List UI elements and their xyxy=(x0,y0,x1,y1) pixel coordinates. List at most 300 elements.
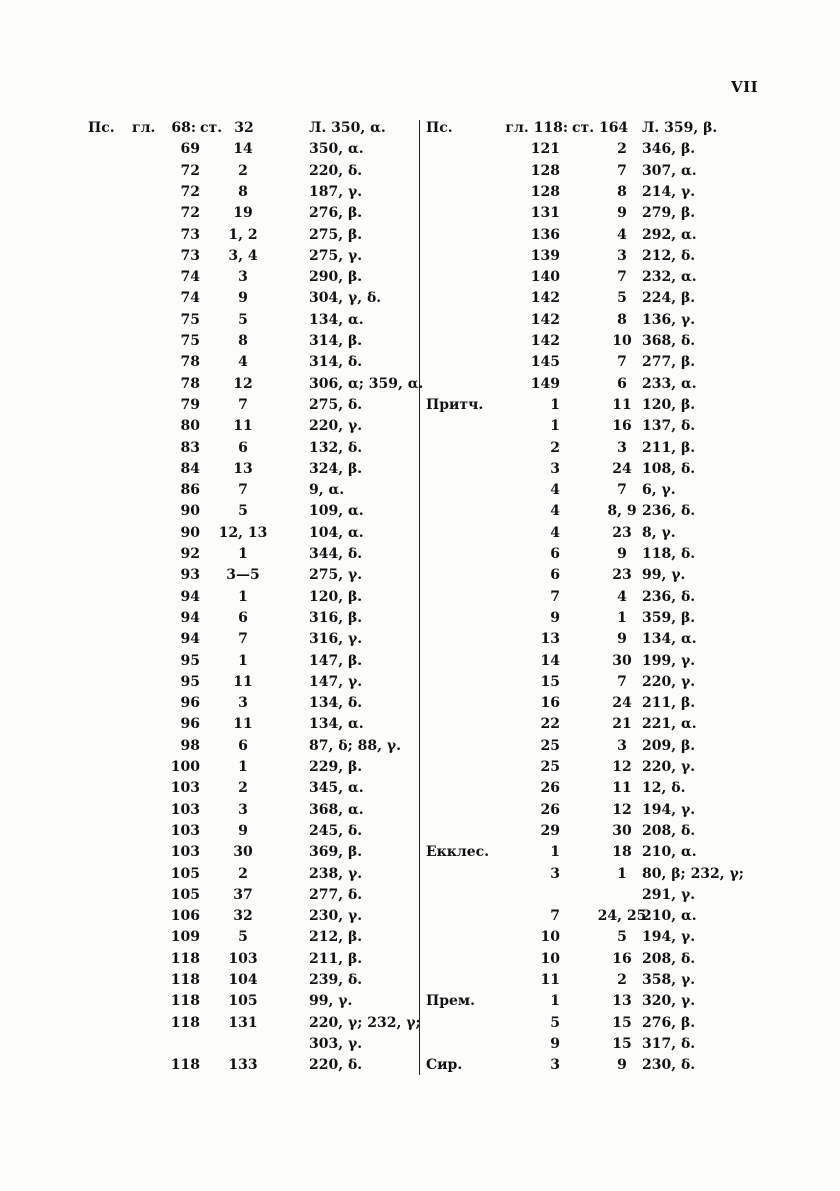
page-reference: 238, γ. xyxy=(309,865,363,882)
chapter-number: 94 xyxy=(180,588,200,605)
index-row xyxy=(420,480,840,501)
verse-number: 23 xyxy=(612,567,632,584)
book-name: Притч. xyxy=(426,396,484,413)
chapter-number: 74 xyxy=(180,290,200,307)
chapter-number: 92 xyxy=(180,546,200,562)
chapter-number: 1 xyxy=(550,993,560,1010)
index-row xyxy=(420,501,840,522)
book-name: Екклес. xyxy=(426,844,490,861)
index-row xyxy=(0,800,420,821)
chapter-number: 73 xyxy=(180,226,200,243)
index-row xyxy=(0,587,420,608)
chapter-number: 128 xyxy=(530,162,560,179)
index-row xyxy=(0,885,420,906)
chapter-number: 72 xyxy=(180,205,200,222)
page-reference: 9, α. xyxy=(309,482,345,499)
page-reference: 220, δ. xyxy=(309,162,363,179)
chapter-number: 4 xyxy=(550,482,560,499)
chapter-number: 75 xyxy=(180,311,200,328)
index-row xyxy=(0,842,420,863)
verse-number: 11 xyxy=(612,780,632,797)
index-row xyxy=(0,438,420,459)
page-reference: 209, β. xyxy=(642,737,696,754)
index-row xyxy=(420,757,840,778)
index-row xyxy=(0,395,420,416)
page-reference: 245, δ. xyxy=(309,822,363,839)
verse-number: 3 xyxy=(617,737,627,754)
verse-number: 1 xyxy=(238,546,248,562)
chapter-number: 3 xyxy=(550,460,560,477)
index-row xyxy=(0,736,420,757)
chapter-number: 98 xyxy=(180,737,200,754)
page-reference: 211, β. xyxy=(642,439,696,456)
index-row xyxy=(420,331,840,352)
verse-number: 2 xyxy=(617,141,627,158)
index-row xyxy=(0,970,420,991)
chapter-number: 121 xyxy=(530,141,560,158)
index-row xyxy=(420,1013,840,1034)
index-row xyxy=(420,544,840,565)
chapter-number: 103 xyxy=(170,844,200,861)
index-row xyxy=(0,778,420,799)
page-reference: 324, β. xyxy=(309,460,363,477)
chapter-number: 106 xyxy=(170,908,200,925)
verse-number: 18 xyxy=(612,844,632,861)
verse-number: 11 xyxy=(612,396,632,413)
verse-number: 7 xyxy=(617,354,627,371)
page-reference: 276, β. xyxy=(309,205,363,222)
page-reference: 358, γ. xyxy=(642,972,696,988)
verse-number: 3 xyxy=(238,269,248,286)
page-reference: 212, δ. xyxy=(642,247,696,264)
page-reference: 134, δ. xyxy=(309,695,363,712)
verse-number: 7 xyxy=(617,482,627,499)
chapter-number: 1 xyxy=(550,396,560,413)
index-row xyxy=(420,906,840,927)
chapter-number: 14 xyxy=(540,652,560,669)
page-reference: 345, α. xyxy=(309,780,364,797)
chapter-number: 72 xyxy=(180,183,200,200)
page-number: VII xyxy=(731,78,759,96)
page-reference: 276, β. xyxy=(642,1014,696,1031)
index-row xyxy=(0,927,420,948)
verse-number: 103 xyxy=(228,950,258,967)
index-row xyxy=(0,352,420,373)
index-row xyxy=(420,629,840,650)
index-row xyxy=(420,523,840,544)
chapter-number: 25 xyxy=(540,737,560,754)
page-reference: 236, δ. xyxy=(642,503,696,520)
chapter-number: 100 xyxy=(170,759,200,775)
page-reference: 147, β. xyxy=(309,652,363,669)
index-row xyxy=(0,565,420,586)
verse-number: 8, 9 xyxy=(607,503,637,520)
verse-number: 30 xyxy=(612,652,632,669)
verse-number: 2 xyxy=(238,162,248,179)
index-row xyxy=(0,225,420,246)
chapter-number: 90 xyxy=(180,524,200,541)
page-reference: 275, δ. xyxy=(309,396,363,413)
verse-number: 9 xyxy=(238,290,248,307)
verse-number: 13 xyxy=(233,460,253,477)
index-row xyxy=(420,267,840,288)
chapter-number: 9 xyxy=(550,609,560,626)
chapter-number: 73 xyxy=(180,247,200,264)
index-row xyxy=(420,608,840,629)
verse-number: 9 xyxy=(617,205,627,222)
chapter-number: 149 xyxy=(530,375,560,392)
page-reference: 314, β. xyxy=(309,333,363,349)
chapter-number: 11 xyxy=(540,972,560,988)
verse-number: ст. 164 xyxy=(572,120,629,136)
verse-number: 7 xyxy=(617,162,627,179)
chapter-number: 2 xyxy=(550,439,560,456)
verse-number: 9 xyxy=(617,631,627,648)
page-reference: Л. 359, β. xyxy=(642,120,718,136)
chapter-number: 118 xyxy=(170,993,200,1010)
verse-number: 30 xyxy=(233,844,253,861)
page-reference: 307, α. xyxy=(642,162,697,179)
verse-number: 6 xyxy=(238,609,248,626)
chapter-number: 118 xyxy=(170,1014,200,1031)
index-row xyxy=(0,693,420,714)
index-row xyxy=(420,203,840,224)
verse-number: 3 xyxy=(238,801,248,818)
index-row xyxy=(0,246,420,267)
chapter-number: 128 xyxy=(530,183,560,200)
page-reference: 211, β. xyxy=(642,695,696,712)
index-row xyxy=(420,885,840,906)
page-reference: 118, δ. xyxy=(642,546,696,562)
index-row xyxy=(0,161,420,182)
chapter-number: 9 xyxy=(550,1035,560,1052)
verse-number: 3 xyxy=(617,439,627,456)
chapter-number: 84 xyxy=(180,460,200,477)
index-row xyxy=(420,800,840,821)
index-row xyxy=(0,523,420,544)
verse-number: 11 xyxy=(233,418,253,435)
book-name: Сир. xyxy=(426,1057,463,1074)
index-row xyxy=(420,864,840,885)
page-reference: 317, δ. xyxy=(642,1035,696,1052)
index-row xyxy=(0,544,420,565)
index-row xyxy=(420,565,840,586)
verse-number: 6 xyxy=(617,375,627,392)
index-row xyxy=(420,182,840,203)
verse-prefix: ст. xyxy=(200,120,223,136)
index-row xyxy=(420,991,840,1012)
page-reference: 306, α; 359, α. xyxy=(309,375,424,392)
index-row xyxy=(0,629,420,650)
chapter-number: 22 xyxy=(540,716,560,733)
chapter-number: 3 xyxy=(550,865,560,882)
index-row xyxy=(420,374,840,395)
index-row xyxy=(420,736,840,757)
verse-number: 3, 4 xyxy=(228,247,258,264)
page-reference: 368, α. xyxy=(309,801,364,818)
index-row xyxy=(0,331,420,352)
chapter-number: 10 xyxy=(540,929,560,946)
page-reference: 232, α. xyxy=(642,269,697,286)
verse-number: 1 xyxy=(238,652,248,669)
verse-number: 9 xyxy=(617,546,627,562)
verse-number: 105 xyxy=(228,993,258,1010)
index-row xyxy=(420,161,840,182)
verse-number: 7 xyxy=(238,631,248,648)
index-row xyxy=(420,949,840,970)
verse-number: 21 xyxy=(612,716,632,733)
page-reference: 220, δ. xyxy=(309,1057,363,1074)
index-row xyxy=(0,1034,420,1055)
page-reference: 279, β. xyxy=(642,205,696,222)
index-row xyxy=(0,416,420,437)
verse-number: 24, 25 xyxy=(597,908,647,925)
verse-number: 1 xyxy=(617,609,627,626)
chapter-number: 4 xyxy=(550,503,560,520)
page-reference: 303, γ. xyxy=(309,1035,363,1052)
page-reference: 108, δ. xyxy=(642,460,696,477)
index-row xyxy=(420,970,840,991)
index-row xyxy=(420,118,840,139)
index-row xyxy=(420,587,840,608)
page-reference: 229, β. xyxy=(309,759,363,775)
verse-number: 1 xyxy=(238,588,248,605)
index-row xyxy=(0,374,424,395)
verse-number: 4 xyxy=(238,354,248,371)
index-row xyxy=(420,416,840,437)
page-reference: 290, β. xyxy=(309,269,363,286)
page-reference: 199, γ. xyxy=(642,652,696,669)
verse-number: 5 xyxy=(238,311,248,328)
chapter-number: 7 xyxy=(550,908,560,925)
page-reference: 359, β. xyxy=(642,609,696,626)
verse-number: 16 xyxy=(612,950,632,967)
page-reference: 275, β. xyxy=(309,226,363,243)
index-row xyxy=(0,459,420,480)
chapter-number: 78 xyxy=(180,375,200,392)
index-row xyxy=(420,714,840,735)
verse-number: 7 xyxy=(617,269,627,286)
page-reference: 109, α. xyxy=(309,503,364,520)
verse-number: 13 xyxy=(612,993,632,1010)
chapter-number: 139 xyxy=(530,247,560,264)
verse-number: 9 xyxy=(238,822,248,839)
verse-number: 15 xyxy=(612,1035,632,1052)
index-row xyxy=(420,927,840,948)
page-reference: 132, δ. xyxy=(309,439,363,456)
chapter-number: 103 xyxy=(170,780,200,797)
book-name: Прем. xyxy=(426,993,475,1010)
index-row xyxy=(420,672,840,693)
chapter-number: 142 xyxy=(530,290,560,307)
page-reference: Л. 350, α. xyxy=(309,120,386,136)
book-name: Пс. xyxy=(426,120,453,136)
verse-number: 19 xyxy=(233,205,253,222)
chapter-number: 131 xyxy=(530,205,560,222)
verse-number: 10 xyxy=(612,333,632,349)
chapter-number: 118 xyxy=(170,1057,200,1074)
index-row xyxy=(0,906,420,927)
index-row xyxy=(420,693,840,714)
index-row xyxy=(0,757,420,778)
page-reference: 220, γ. xyxy=(642,673,696,690)
verse-number: 133 xyxy=(228,1057,258,1074)
verse-number: 5 xyxy=(617,929,627,946)
index-row xyxy=(0,1013,420,1034)
chapter-number: 26 xyxy=(540,780,560,797)
verse-number: 2 xyxy=(238,780,248,797)
page-reference: 233, α. xyxy=(642,375,697,392)
page-reference: 99, γ. xyxy=(642,567,686,584)
page-reference: 208, δ. xyxy=(642,822,696,839)
verse-number: 5 xyxy=(238,503,248,520)
page-reference: 316, γ. xyxy=(309,631,363,648)
chapter-number: 1 xyxy=(550,418,560,435)
page-reference: 220, γ. xyxy=(642,759,696,775)
index-row xyxy=(0,118,420,139)
chapter-number: 96 xyxy=(180,695,200,712)
index-row xyxy=(0,864,420,885)
page-reference: 211, β. xyxy=(309,950,363,967)
chapter-number: 105 xyxy=(170,865,200,882)
chapter-number: 118 xyxy=(170,972,200,988)
index-row xyxy=(420,225,840,246)
page-reference: 291, γ. xyxy=(642,886,696,903)
chapter-number: 103 xyxy=(170,822,200,839)
chapter-prefix: гл. xyxy=(132,120,156,136)
page-reference: 134, α. xyxy=(642,631,697,648)
page-reference: 292, α. xyxy=(642,226,697,243)
page-reference: 346, β. xyxy=(642,141,696,158)
page-reference: 230, γ. xyxy=(309,908,363,925)
index-row xyxy=(0,203,420,224)
verse-number: 1 xyxy=(617,865,627,882)
chapter-number: 5 xyxy=(550,1014,560,1031)
index-row xyxy=(420,139,840,160)
page-reference: 208, δ. xyxy=(642,950,696,967)
index-row xyxy=(420,1055,840,1076)
verse-number: 8 xyxy=(238,183,248,200)
index-row xyxy=(0,310,420,331)
chapter-number: 105 xyxy=(170,886,200,903)
index-row xyxy=(420,310,840,331)
chapter-number: 145 xyxy=(530,354,560,371)
page-reference: 314, δ. xyxy=(309,354,363,371)
chapter-number: 25 xyxy=(540,759,560,775)
page-reference: 320, γ. xyxy=(642,993,696,1010)
verse-number: 12 xyxy=(612,759,632,775)
page-reference: 350, α. xyxy=(309,141,364,158)
page-reference: 230, δ. xyxy=(642,1057,696,1074)
index-row xyxy=(0,480,420,501)
page-reference: 304, γ, δ. xyxy=(309,290,382,307)
verse-number: 32 xyxy=(234,120,254,136)
page-reference: 236, δ. xyxy=(642,588,696,605)
chapter-number: 69 xyxy=(180,141,200,158)
verse-number: 7 xyxy=(617,673,627,690)
verse-number: 3—5 xyxy=(226,567,260,584)
verse-number: 12 xyxy=(233,375,253,392)
verse-number: 12, 13 xyxy=(218,524,268,541)
index-row xyxy=(420,288,840,309)
chapter-number: 95 xyxy=(180,652,200,669)
index-row xyxy=(420,395,840,416)
chapter-number: 6 xyxy=(550,546,560,562)
chapter-number: 78 xyxy=(180,354,200,371)
page-reference: 210, α. xyxy=(642,908,697,925)
chapter-number: 7 xyxy=(550,588,560,605)
page-reference: 136, γ. xyxy=(642,311,696,328)
page-reference: 134, α. xyxy=(309,311,364,328)
verse-number: 12 xyxy=(612,801,632,818)
page-reference: 6, γ. xyxy=(642,482,676,499)
verse-number: 7 xyxy=(238,482,248,499)
verse-number: 24 xyxy=(612,695,632,712)
index-row xyxy=(0,608,420,629)
verse-number: 5 xyxy=(617,290,627,307)
chapter-number: 16 xyxy=(540,695,560,712)
verse-number: 2 xyxy=(617,972,627,988)
chapter-number: 86 xyxy=(180,482,200,499)
chapter-number: 94 xyxy=(180,609,200,626)
chapter-number: 94 xyxy=(180,631,200,648)
page-reference: 210, α. xyxy=(642,844,697,861)
page-reference: 194, γ. xyxy=(642,801,696,818)
page-reference: 8, γ. xyxy=(642,524,676,541)
index-row xyxy=(420,1034,840,1055)
index-row xyxy=(0,821,420,842)
page-reference: 275, γ. xyxy=(309,567,363,584)
chapter-number: 13 xyxy=(540,631,560,648)
index-row xyxy=(420,821,840,842)
index-row xyxy=(0,672,420,693)
verse-number: 4 xyxy=(617,588,627,605)
index-row xyxy=(0,139,420,160)
verse-number: 6 xyxy=(238,737,248,754)
verse-number: 32 xyxy=(233,908,253,925)
page-reference: 120, β. xyxy=(642,396,696,413)
index-row xyxy=(420,842,840,863)
chapter-number: 75 xyxy=(180,333,200,349)
index-row xyxy=(420,352,840,373)
verse-number: 24 xyxy=(612,460,632,477)
chapter-number: 80 xyxy=(180,418,200,435)
index-row xyxy=(0,288,420,309)
verse-number: 11 xyxy=(233,673,253,690)
verse-number: 8 xyxy=(617,183,627,200)
chapter-number: 29 xyxy=(540,822,560,839)
page-reference: 147, γ. xyxy=(309,673,363,690)
page-reference: 368, δ. xyxy=(642,333,696,349)
index-row xyxy=(420,438,840,459)
chapter-number: 6 xyxy=(550,567,560,584)
chapter-number: 4 xyxy=(550,524,560,541)
page-reference: 137, δ. xyxy=(642,418,696,435)
verse-number: 6 xyxy=(238,439,248,456)
chapter-number: 79 xyxy=(180,396,200,413)
index-row xyxy=(0,991,420,1012)
chapter-number: 95 xyxy=(180,673,200,690)
chapter-number: 140 xyxy=(530,269,560,286)
verse-number: 16 xyxy=(612,418,632,435)
page-reference: 134, α. xyxy=(309,716,364,733)
chapter-number: 93 xyxy=(180,567,200,584)
verse-number: 4 xyxy=(617,226,627,243)
page-reference: 99, γ. xyxy=(309,993,353,1010)
index-row xyxy=(0,182,420,203)
page-reference: 220, γ. xyxy=(309,418,363,435)
chapter-number: 83 xyxy=(180,439,200,456)
